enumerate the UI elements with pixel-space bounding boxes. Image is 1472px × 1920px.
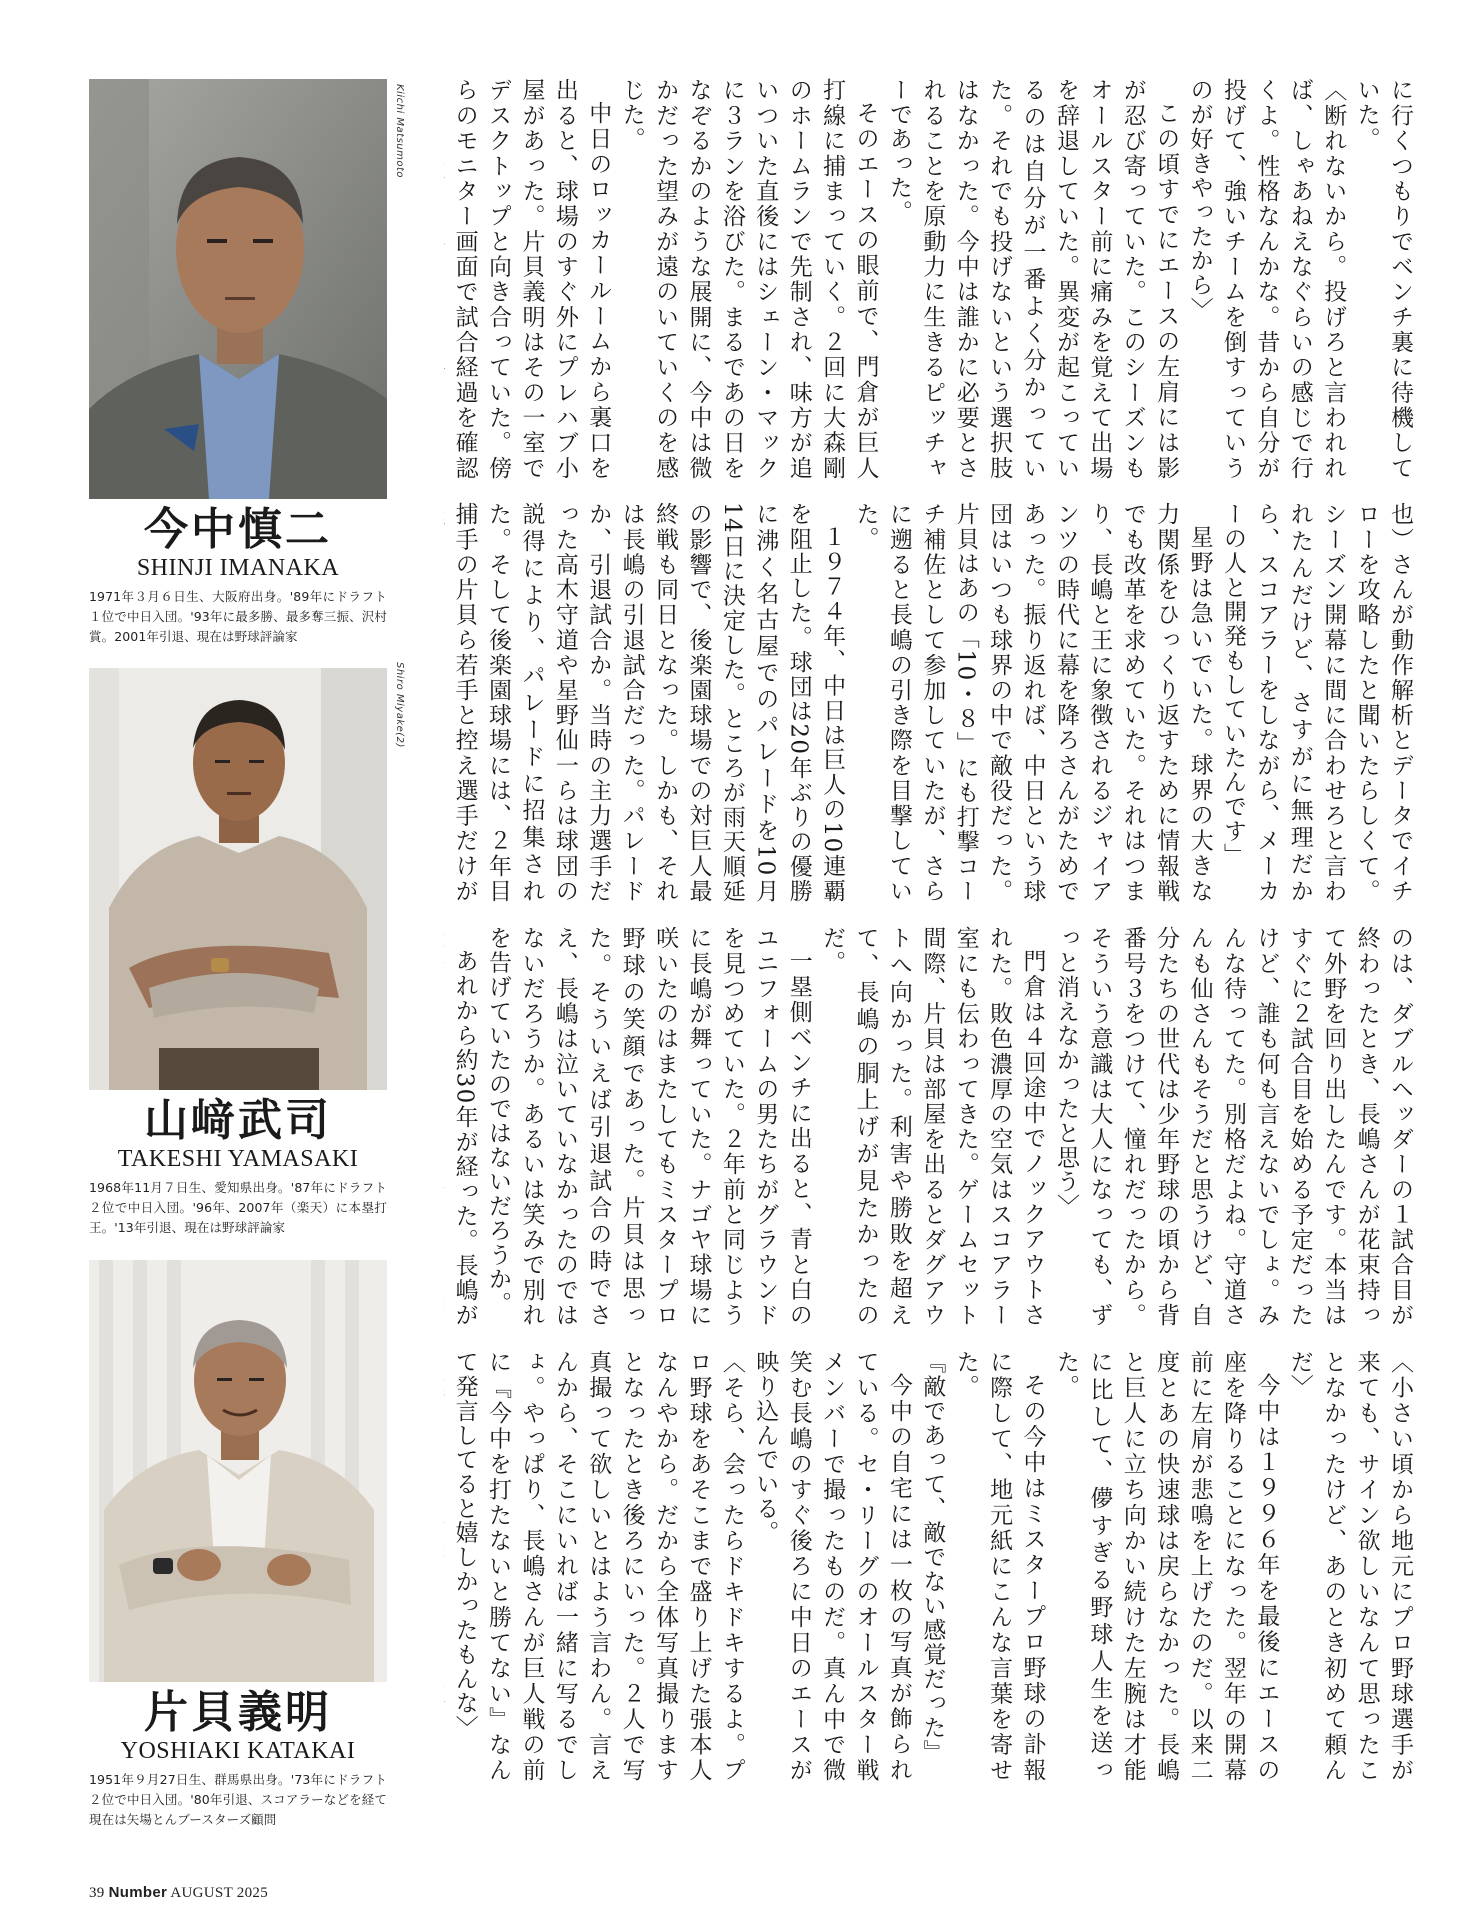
portrait-photo-yamasaki	[89, 668, 387, 1090]
issue-date: AUGUST 2025	[170, 1885, 269, 1901]
page-number: 39	[89, 1885, 105, 1901]
article-paragraph: に行くつもりでベンチ裏に待機していた。	[1353, 78, 1413, 480]
article-paragraph: １９７４年、中日は巨人の10連覇を阻止した。球団は20年ぶりの優勝に沸く名古屋でのパレードを10月14日に決定した。ところが雨天順延の影響で、後楽園球場での対巨人最終戦も同日となった。しかも、それは長嶋の引退試合だった。パレードか、引退試合か。当時の主力選手だった高木守道や星野仙一らは球団の説得により、パレードに招集された。そして後楽園球場には、２年目捕手の片貝ら若手と控え選手だけが	[451, 502, 846, 903]
article-paragraph: 中日のロッカールームから裏口を出ると、球場のすぐ外にプレハブ小屋があった。片貝義明はその一室でデスクトップと向き合っていた。傍らのモニター画面で試合経過を確認	[451, 78, 612, 480]
profile-name-jp: 今中慎二	[144, 504, 332, 555]
article-paragraph: 今中の自宅には一枚の写真が飾られている。セ・リーグのオールスター戦メンバーで撮ったものだ。真ん中で微笑む長嶋のすぐ後ろに中日のエースが映り込んでいる。	[752, 1350, 912, 1782]
profile-name-en: SHINJI IMANAKA	[136, 555, 340, 581]
article-paragraph: その今中はミスタープロ野球の訃報に際して、地元紙にこんな言葉を寄せた。	[952, 1350, 1046, 1782]
photo-credit-middle: Shiro Miyake(2)	[394, 662, 405, 748]
profile-yamasaki	[89, 668, 387, 1238]
article-tier-1	[444, 78, 1416, 480]
portrait-photo-katakai	[89, 1260, 387, 1682]
profile-name-en: YOSHIAKI KATAKAI	[120, 1738, 356, 1764]
profile-bio: 1971年３月６日生、大阪府出身。'89年にドラフト１位で中日入団。'93年に最多勝、最多奪三振、沢村賞。2001年引退、現在は野球評論家	[89, 589, 387, 644]
profile-bio: 1968年11月７日生、愛知県出身。'87年にドラフト２位で中日入団。'96年、2007年（楽天）に本塁打王。'13年引退、現在は野球評論家	[89, 1180, 387, 1235]
article-tier-3	[444, 926, 1416, 1327]
page-footer	[89, 1884, 268, 1902]
article-paragraph: あれから約30年が経った。長嶋が	[451, 949, 478, 1327]
article-paragraph: のは、ダブルヘッダーの１試合目が終わったとき、長嶋さんが花束持って外野を回り出したんです。本当はすぐに２試合目を始める予定だったけど、誰も何も言えないでしょ。みんな待ってた。別格だよね。守道さんも仙さんもそうだと思うけど、自分たちの世代は少年野球の頃から背番号３をつけて、憧れだったから。そういう意識は大人になっても、ずっと消えなかったと思う〉	[1052, 926, 1413, 1327]
article-body	[444, 0, 1416, 1920]
portrait-photo-imanaka	[89, 79, 387, 499]
profile-bio: 1951年９月27日生、群馬県出身。'73年にドラフト２位で中日入団。'80年引退、スコアラーなどを経て現在は矢場とんブースターズ顧問	[89, 1772, 387, 1827]
article-paragraph: そのエースの眼前で、門倉が巨人打線に捕まっていく。２回に大森剛のホームランで先制され、味方が追いついた直後にはシェーン・マックに３ランを浴びた。まるであの日をなぞるかのような展開に、今中は微かだった望みが遠のいていくのを感じた。	[618, 78, 879, 480]
article-paragraph: 『敵であって、敵でない感覚だった』	[919, 1350, 946, 1764]
profile-name-en: TAKESHI YAMASAKI	[117, 1146, 359, 1172]
profile-imanaka	[89, 79, 387, 647]
article-paragraph: 一塁側ベンチに出ると、青と白のユニフォームの男たちがグラウンドを見つめていた。２年前と同じように長嶋が舞っていた。ナゴヤ球場に咲いたのはまたしてもミスタープロ野球の笑顔であった。片貝は思った。そういえば引退試合の時でさえ、長嶋は泣いていなかったのではないだろうか。あるいは笑みで別れを告げていたのではないだろうか。	[485, 926, 812, 1327]
article-paragraph: 星野は急いでいた。球界の大きな力関係をひっくり返すために情報戦でも改革を求めていた。それはつまり、長嶋と王に象徴されるジャイアンツの時代に幕を降ろさんがためであった。振り返れば、中日という球団はいつも球界の中で敵役だった。片貝はあの「10・８」にも打撃コーチ補佐として参加していたが、さらに遡ると長嶋の引き際を目撃していた。	[852, 502, 1213, 903]
article-paragraph: 〈小さい頃から地元にプロ野球選手が来ても、サイン欲しいなんて思ったことなかったけど、あのとき初めて頼んだ〉	[1286, 1350, 1413, 1782]
photo-credit-top: Kiichi Matsumoto	[394, 84, 405, 179]
article-paragraph: 門倉は４回途中でノックアウトされた。敗色濃厚の空気はスコアラー室にも伝わってきた。ゲームセット間際、片貝は部屋を出るとダグアウトへ向かった。利害や勝敗を超えて、長嶋の胴上げが見たかったのだ。	[819, 926, 1046, 1327]
profile-name-jp: 山﨑武司	[144, 1095, 332, 1146]
article-paragraph: 也）さんが動作解析とデータでイチローを攻略したと聞いたらしくて。シーズン開幕に間に合わせろと言われたんだけど、さすがに無理だから、スコアラーをしながら、メーカーの人と開発もしていたんです」	[1219, 502, 1413, 903]
profile-katakai	[89, 1260, 387, 1830]
article-tier-4	[444, 1350, 1416, 1782]
profile-name-jp: 片貝義明	[144, 1687, 332, 1738]
article-tier-2	[444, 502, 1416, 903]
article-paragraph: 〈そら、会ったらドキドキするよ。プロ野球をあそこまで盛り上げた張本人なんやから。だから全体写真撮りますとなったとき後ろにいった。２人で写真撮って欲しいとはよう言わん。言えんから、そこにいれば一緒に写るでしょ。やっぱり、長嶋さんが巨人戦の前に『今中を打たないと勝てない』なんて発言してると嬉しかったもんな〉	[451, 1350, 745, 1782]
article-paragraph	[444, 1350, 447, 1782]
article-paragraph: 今中は１９９６年を最後にエースの座を降りることになった。翌年の開幕前に左肩が悲鳴を上げたのだ。以来二度とあの快速球は戻らなかった。長嶋と巨人に立ち向かい続けた左腕は才能に比して、儚すぎる野球人生を送った。	[1052, 1350, 1280, 1782]
magazine-name: Number	[108, 1884, 168, 1901]
article-paragraph: この頃すでにエースの左肩には影が忍び寄っていた。このシーズンもオールスター前に痛みを覚えて出場を辞退していた。異変が起こっているのは自分が一番よく分かっていた。それでも投げないという選択肢はなかった。今中は誰かに必要とされることを原動力に生きるピッチャーであった。	[885, 78, 1180, 480]
article-paragraph: 〈断れないから。投げろと言われれば、しゃあねえなぐらいの感じで行くよ。性格なんかな。昔から自分が投げて、強いチームを倒すっていうのが好きやったから〉	[1186, 78, 1347, 480]
